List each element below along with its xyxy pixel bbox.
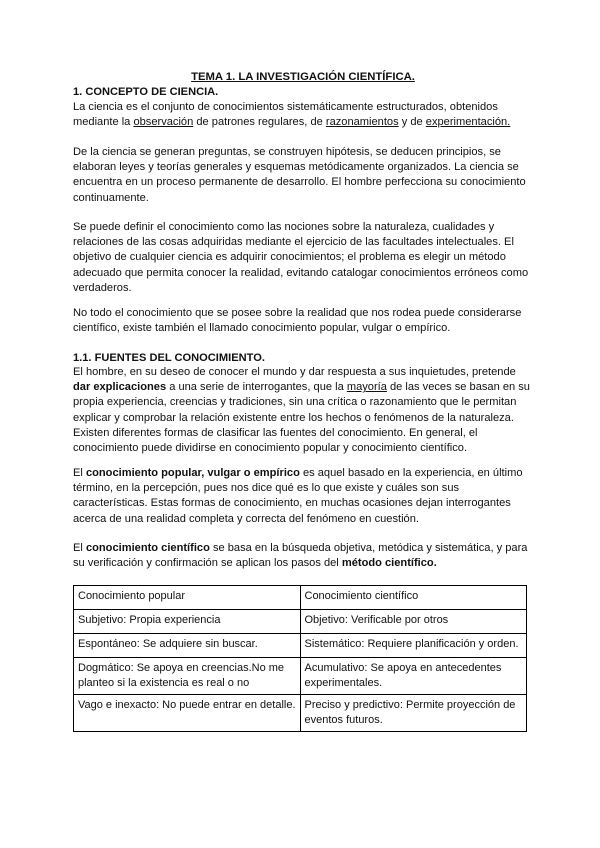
table-cell: Subjetivo: Propia experiencia — [74, 610, 301, 634]
table-cell: Conocimiento científico — [300, 586, 527, 610]
document-title: TEMA 1. LA INVESTIGACIÓN CIENTÍFICA. — [191, 71, 415, 83]
table-row — [74, 695, 527, 732]
section-1-paragraph-2: De la ciencia se generan preguntas, se construyen hipótesis, se deducen principios, se elaboran leyes y teorías generales y esquemas metódicamente organizados. La ciencia se encuentra en un proceso permanente de desarrollo. El hombre perfecciona su conocimiento continuamente. — [73, 146, 526, 204]
comparison-table — [73, 585, 527, 732]
section-1-1-paragraph-2: El conocimiento popular, vulgar o empírico es aquel basado en la experiencia, en último término, en la percepción, pues nos dice qué es lo que existe y cuáles son sus características. Estas formas de conocimiento, en muchas ocasiones dejan interrogantes acerca de una realidad completa y correcta del fenómeno en cuestión. — [73, 467, 523, 525]
section-1-1-paragraph-1: El hombre, en su deseo de conocer el mundo y dar respuesta a sus inquietudes, pretende dar explicaciones a una serie de interrogantes, que la mayoría de las veces se basan en su propia experiencia, creencias y tradiciones, sin una crítica o razonamiento que le permitan explicar y comprobar la relación existente entre los hechos o fenómenos de la naturaleza. Existen diferentes formas de clasificar las fuentes del conocimiento. En general, el conocimiento puede dividirse en conocimiento popular y conocimiento científico. — [73, 366, 530, 455]
section-1-paragraph-3: Se puede definir el conocimiento como las nociones sobre la naturaleza, cualidades y relaciones de las cosas adquiridas mediante el ejercicio de las facultades intelectuales. El objetivo de cualquier ciencia es adquirir conocimientos; el problema es elegir un método adecuado que permita conocer la realidad, evitando catalogar conocimientos erróneos como verdaderos. — [73, 221, 529, 294]
section-1-heading: 1. CONCEPTO DE CIENCIA. — [73, 86, 219, 98]
section-1-paragraph-4: No todo el conocimiento que se posee sobre la realidad que nos rodea puede considerarse científico, existe también el llamado conocimiento popular, vulgar o empírico. — [73, 307, 522, 335]
section-1-1-paragraph-3: El conocimiento científico se basa en la búsqueda objetiva, metódica y sistemática, y para su verificación y confirmación se aplican los pasos del método científico. — [73, 542, 528, 570]
table-header-row — [74, 586, 527, 610]
table-cell: Sistemático: Requiere planificación y orden. — [300, 634, 527, 658]
table-cell: Preciso y predictivo: Permite proyección de eventos futuros. — [300, 695, 527, 732]
section-1-paragraph-1: La ciencia es el conjunto de conocimientos sistemáticamente estructurados, obtenidos mediante la observación de patrones regulares, de razonamientos y de experimentación. — [73, 101, 511, 129]
table-row — [74, 610, 527, 634]
table-cell: Conocimiento popular — [74, 586, 301, 610]
table-row — [74, 658, 527, 695]
table-cell: Vago e inexacto: No puede entrar en detalle. — [74, 695, 301, 732]
table-cell: Acumulativo: Se apoya en antecedentes experimentales. — [300, 658, 527, 695]
table-cell: Dogmático: Se apoya en creencias.No me planteo si la existencia es real o no — [74, 658, 301, 695]
table-row — [74, 634, 527, 658]
table-cell: Objetivo: Verificable por otros — [300, 610, 527, 634]
section-1-1-heading: 1.1. FUENTES DEL CONOCIMIENTO. — [73, 352, 265, 364]
table-cell: Espontáneo: Se adquiere sin buscar. — [74, 634, 301, 658]
